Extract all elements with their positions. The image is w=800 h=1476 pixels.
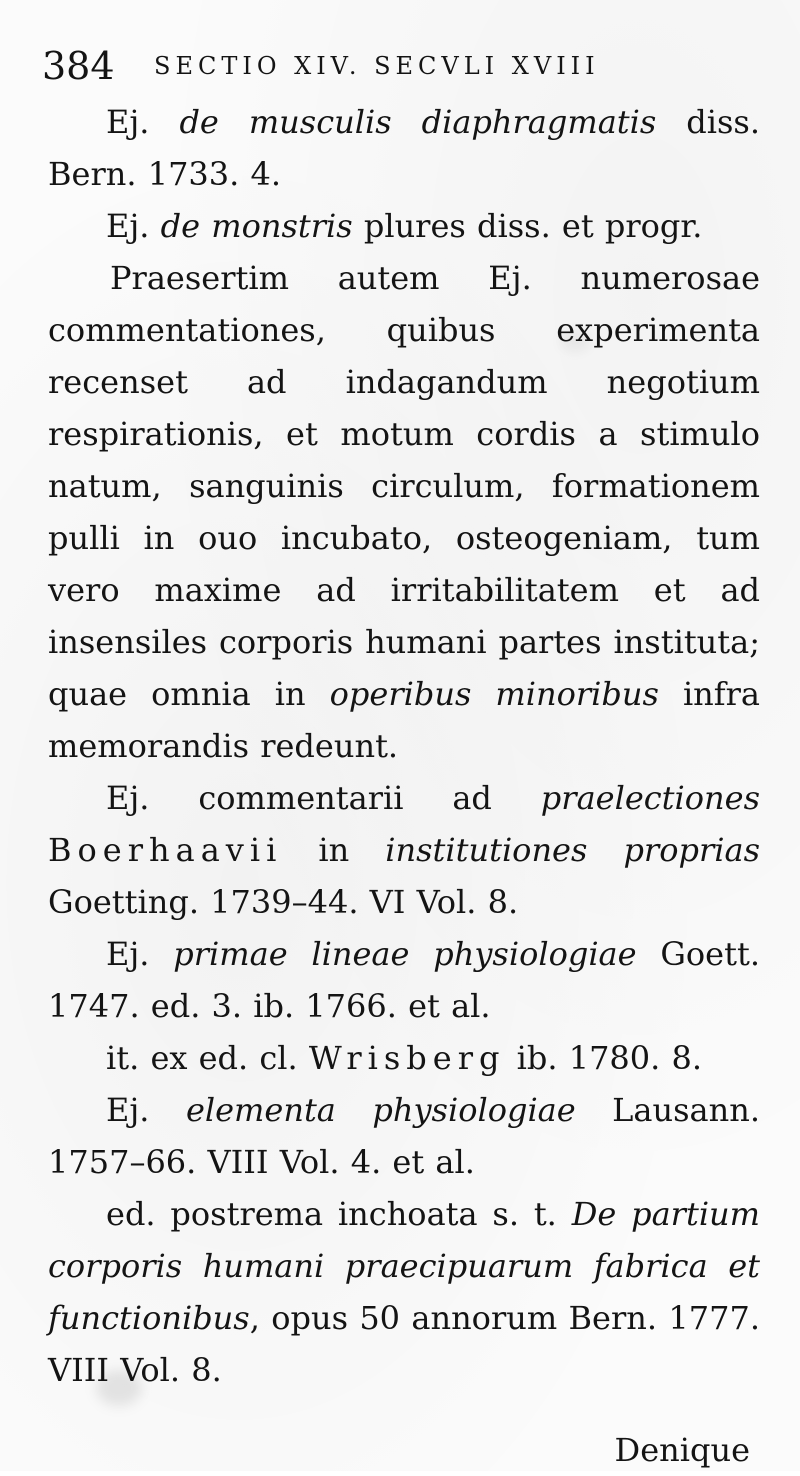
running-head: SECTIO XIV. SECVLI XVIII [154,52,600,80]
work-title: de musculis diaphragmatis [179,103,657,141]
bibliography-entry [48,928,760,1032]
entry-text: ib. 1780. 8. [505,1039,703,1077]
work-title: De partium corporis humani praecipuarum fabrica et functionibus [48,1195,761,1337]
entry-text: Ej. [106,103,180,141]
work-title: primae lineae physiologiae [173,935,637,973]
author-name: Wrisberg [308,1039,506,1077]
work-title: institutiones proprias [385,831,761,869]
entry-text: diss. Bern. 1733. 4. [48,103,761,193]
work-title: elementa physiologiae [185,1091,576,1129]
bibliography-entry [48,772,760,928]
page-number: 384 [42,44,115,88]
entry-text: Ej. [106,935,174,973]
bibliography-entry [48,1032,760,1084]
catchword: Denique [614,1431,750,1469]
work-title: praelectiones [540,779,760,817]
bibliography-entry [48,200,760,252]
work-title: de monstris [160,207,353,245]
entry-text: Ej. [106,1091,186,1129]
bibliography-entry [48,1084,760,1188]
entry-text: Ej. [106,207,161,245]
entry-text: ed. postrema inchoata s. t. [106,1195,572,1233]
page-header [42,40,762,92]
entry-text: Ej. commentarii ad [106,779,541,817]
page-body [48,96,760,1476]
bibliography-entry [48,96,760,200]
commentary-paragraph [48,252,760,772]
entry-text: Goetting. 1739–44. VI Vol. 8. [48,883,519,921]
bibliography-entry [48,1188,760,1396]
entry-text: in [282,831,386,869]
author-name: Boerhaavii [48,831,283,869]
entry-text: , opus 50 annorum Bern. 1777. VIII Vol. 8. [48,1299,760,1389]
entry-text: plures diss. et progr. [352,207,703,245]
entry-text: infra memorandis redeunt. [48,675,761,765]
entry-text: Praesertim autem Ej. numerosae commentationes, quibus experimenta recenset ad indagandum negotium respirationis, et motum cordis a stimulo natum, sanguinis circulum, formationem pulli in ouo incubato, osteogeniam, tum vero maxime ad irritabilitatem et ad insensiles corporis humani partes instituta; quae omnia in [48,259,760,713]
entry-text: Goett. 1747. ed. 3. ib. 1766. et al. [48,935,761,1025]
work-title: operibus minoribus [329,675,659,713]
entry-text: Lausann. 1757–66. VIII Vol. 4. et al. [48,1091,760,1181]
entry-text: it. ex ed. cl. [106,1039,309,1077]
